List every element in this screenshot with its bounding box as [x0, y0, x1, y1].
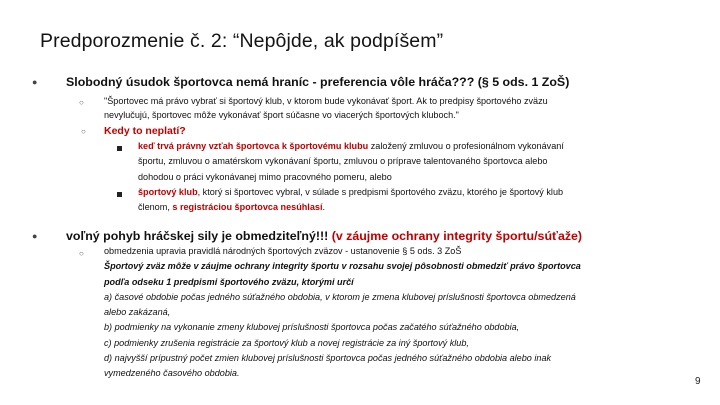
page-number: 9 [695, 376, 701, 387]
sq1-text [138, 139, 698, 185]
b2-line-3: podľa odseku 1 predpismi športového zväzu, ktorými určí [104, 276, 354, 287]
bullet-2-sub [104, 244, 704, 382]
sq2-line2-red: s registráciou športovca nesúhlasí [172, 202, 323, 213]
sq2-line2-end: . [322, 202, 326, 213]
square-bullet-1 [117, 146, 122, 151]
b2-line-2: Športový zväz môže v záujme ochrany integrity športu v rozsahu svojej pôsobnosti obmedziť právo športovca [104, 261, 581, 272]
square-bullet-2 [117, 192, 122, 197]
sq1-red: keď trvá právny vzťah športovca k športovému klubu [138, 141, 369, 151]
bullet-2-text [66, 229, 582, 244]
slide-title: Predporozmenie č. 2: “Nepôjde, ak podpíšem” [40, 30, 444, 52]
b2-line-1: obmedzenia upravia pravidlá národných športových zväzov - ustanovenie § 5 ods. 3 ZoŠ [104, 246, 462, 256]
bullet-1-sub-2-marker: ○ [81, 127, 86, 136]
sq1-line3: dohodou o práci vykonávanej mimo pracovného pomeru, alebo [138, 171, 392, 182]
b2-line-4: a) časové obdobie počas jedného súťažného obdobia, v ktorom je zmena klubovej príslušnosti športovca obmedzená [104, 291, 576, 302]
bullet-2-text-red: (v záujme ochrany integrity športu/súťaže) [331, 229, 583, 243]
bullet-1-text: Slobodný úsudok športovca nemá hraníc - preferencia vôle hráča??? (§ 5 ods. 1 ZoŠ) [66, 75, 570, 89]
sq2-red: športový klub [138, 187, 198, 197]
b2-line-6: b) podmienky na vykonanie zmeny klubovej príslušnosti športovca počas začatého súťažného obdobia, [104, 322, 520, 333]
sub-1-line-1: "Športovec má právo vybrať si športový klub, v ktorom bude vykonávať šport. Ak to predpisy športového zväzu [104, 96, 548, 106]
bullet-1-sub-1 [104, 94, 704, 122]
bullet-2-sub-marker: ○ [79, 249, 84, 258]
sq2-text [138, 185, 698, 216]
bullet-1-sub-1-marker: ○ [79, 98, 84, 107]
bullet-2-marker: ● [32, 231, 38, 241]
b2-line-7: c) podmienky zrušenia registrácie za športový klub a novej registrácie za iný športový klub, [104, 337, 469, 348]
sq1-line2: športu, zmluvou o amatérskom vykonávaní športu, zmluvou o príprave talentovaného športovca alebo [138, 156, 548, 167]
bullet-1-sub-2-text: Kedy to neplatí? [104, 125, 186, 137]
bullet-1-marker: ● [32, 77, 38, 87]
sq2-line2-plain: členom, [138, 202, 173, 213]
b2-line-9: vymedzeného časového obdobia. [104, 368, 240, 379]
sq1-rest: založený zmluvou o profesionálnom vykonávaní [368, 141, 564, 151]
sq2-rest: , ktorý si športovec vybral, v súlade s predpismi športového zväzu, ktorého je športový klub [197, 187, 564, 197]
sub-1-line-2: nevylučujú, športovec môže vykonávať šport súčasne vo viacerých športových kluboch." [104, 110, 459, 120]
b2-line-8: d) najvyšší prípustný počet zmien klubovej príslušnosti športovca počas jedného súťažného obdobia alebo inak [104, 353, 552, 364]
b2-line-5: alebo zakázaná, [104, 307, 171, 318]
bullet-2-text-plain: voľný pohyb hráčskej sily je obmedziteľný!!! [66, 229, 332, 243]
